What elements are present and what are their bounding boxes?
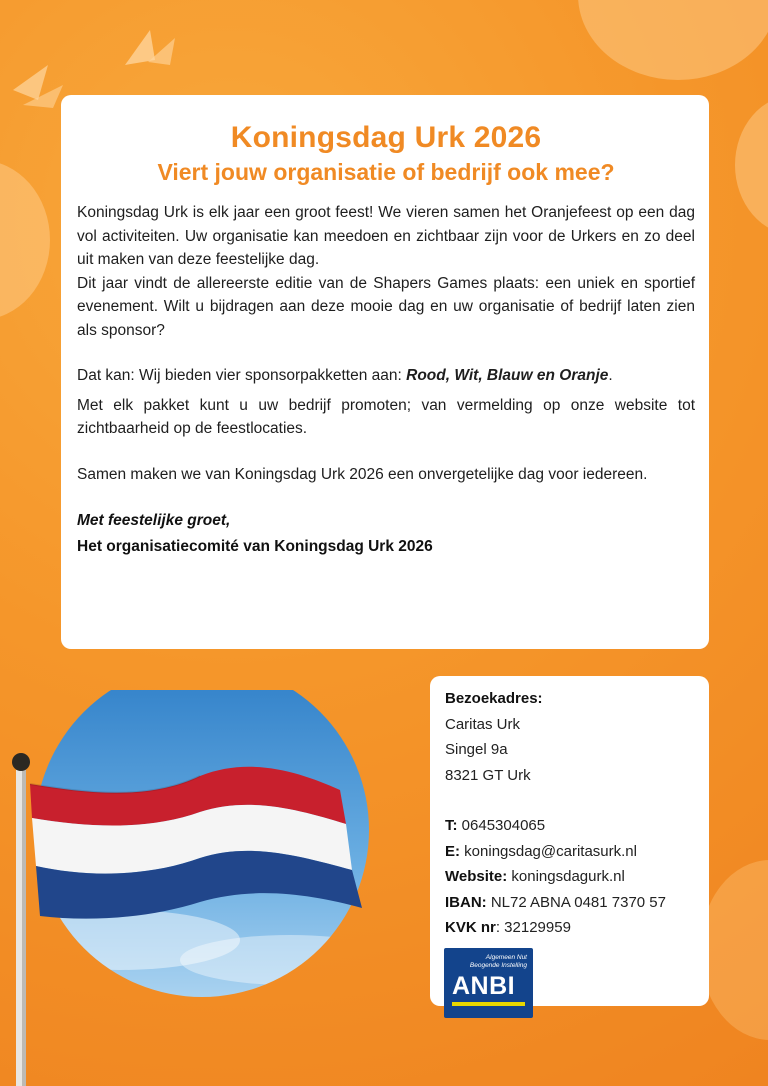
deco-triangles-left xyxy=(8,60,68,110)
deco-circle-right xyxy=(735,95,768,235)
email-label: E: xyxy=(445,842,460,860)
packages-prefix: Dat kan: Wij bieden vier sponsorpakketten aan: xyxy=(77,367,407,384)
iban-value: NL72 ABNA 0481 7370 57 xyxy=(490,893,666,911)
contact-card xyxy=(430,676,709,1006)
phone-label: T: xyxy=(445,817,458,834)
anbi-wordmark: ANBI xyxy=(452,972,516,1000)
anbi-logo xyxy=(444,948,533,1018)
invitation-card xyxy=(61,95,709,649)
street-address: Singel 9a xyxy=(445,741,508,758)
phone-value[interactable]: 0645304065 xyxy=(461,817,546,834)
deco-circle-bottom-right xyxy=(700,860,768,1040)
deco-circle-left xyxy=(0,160,50,320)
email-value[interactable]: koningsdag@caritasurk.nl xyxy=(464,842,637,860)
website-label: Website: xyxy=(445,868,508,885)
packages-names: Rood, Wit, Blauw en Oranje xyxy=(406,367,609,384)
kvk-value: : 32129959 xyxy=(495,919,571,936)
iban-line xyxy=(445,890,695,916)
dutch-flag-illustration xyxy=(0,690,400,1086)
shapers-games-paragraph: Dit jaar vindt de allereerste editie van de Shapers Games plaats: een uniek en sportief evenement. Wilt u bijdragen aan deze mooie dag en uw organisatie of bedrijf laten zien als sponsor? xyxy=(77,274,695,339)
closing-paragraph: Samen maken we van Koningsdag Urk 2026 een onvergetelijke dag voor iedereen. xyxy=(77,465,648,483)
packages-suffix: . xyxy=(608,367,613,384)
kvk-line xyxy=(445,915,695,941)
promotion-paragraph: Met elk pakket kunt u uw bedrijf promoten; van vermelding op onze website tot zichtbaarheid op de feestlocaties. xyxy=(77,396,695,437)
website-line xyxy=(445,864,695,890)
iban-label: IBAN: xyxy=(445,893,487,911)
packages-paragraph xyxy=(77,364,695,388)
deco-circle-top-right xyxy=(578,0,768,80)
visit-address-heading: Bezoekadres: xyxy=(445,690,543,707)
pole-finial xyxy=(12,753,30,771)
phone-line xyxy=(445,813,695,839)
email-line xyxy=(445,839,695,865)
anbi-tagline: Algemeen Nut Beogende Instelling xyxy=(469,954,527,969)
page-subtitle: Viert jouw organisatie of bedrijf ook mee? xyxy=(157,159,615,185)
kvk-label: KVK nr xyxy=(445,919,496,936)
committee-signature: Het organisatiecomité van Koningsdag Urk 2026 xyxy=(77,538,433,555)
intro-paragraph: Koningsdag Urk is elk jaar een groot feest! We vieren samen het Oranjefeest op een dag vol activiteiten. Uw organisatie kan meedoen en zichtbaar zijn voor de Urkers en zo deel uit maken van deze feestelijke dag. xyxy=(77,204,695,268)
greeting: Met feestelijke groet, xyxy=(77,512,231,529)
postal-city: 8321 GT Urk xyxy=(445,766,531,784)
org-name: Caritas Urk xyxy=(445,715,521,733)
page-title: Koningsdag Urk 2026 xyxy=(230,121,542,154)
anbi-underline xyxy=(452,1002,525,1006)
website-value[interactable]: koningsdagurk.nl xyxy=(511,868,625,885)
deco-triangles-top xyxy=(120,20,180,70)
